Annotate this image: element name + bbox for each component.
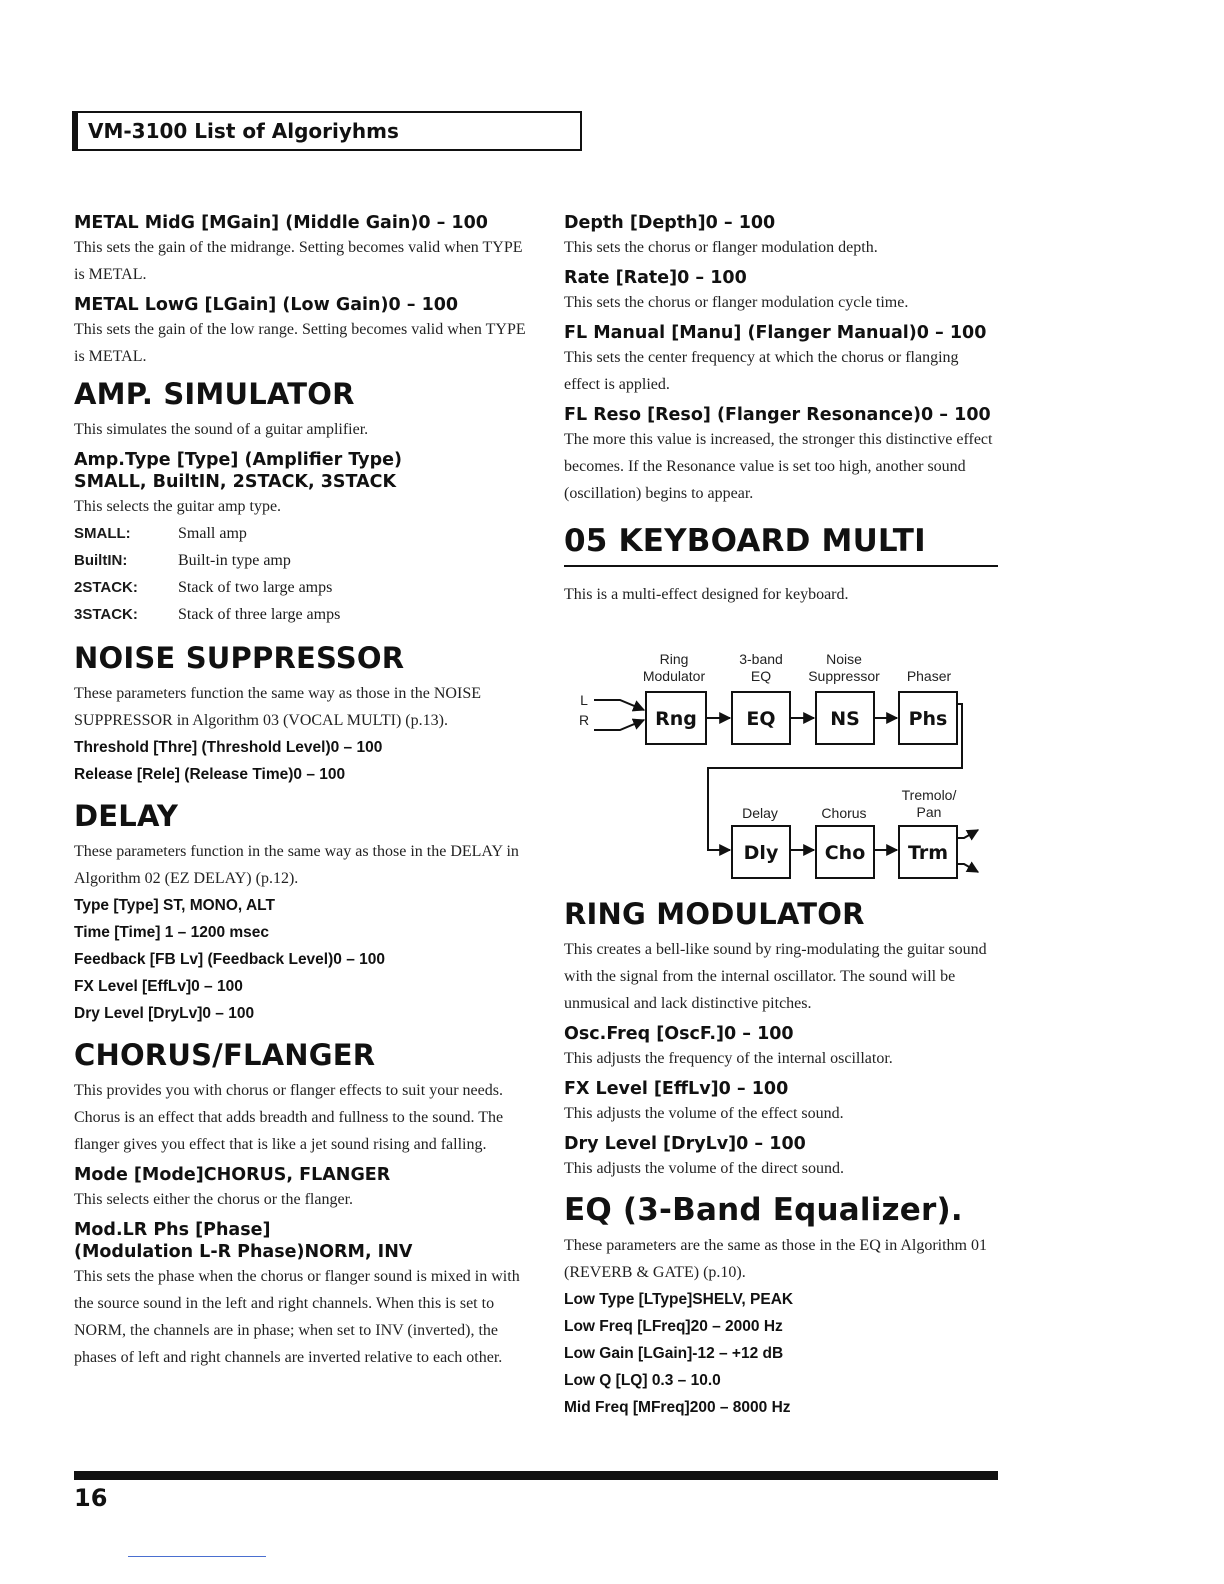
amp-type-value: Stack of three large amps <box>178 606 341 623</box>
amp-type-value: Stack of two large amps <box>178 579 333 596</box>
param-row: Low Type [LType]SHELV, PEAK <box>564 1291 794 1308</box>
param-row: Low Gain [LGain]-12 – +12 dB <box>564 1345 784 1362</box>
param-title: (Modulation L-R Phase)NORM, INV <box>74 1242 413 1262</box>
section-heading-ring-modulator: RING MODULATOR <box>564 897 865 931</box>
diagram-label: Phaser <box>906 668 952 684</box>
diagram-label: Pan <box>916 804 942 820</box>
section-description: This creates a bell-like sound by ring-modulating the guitar sound with the signal from the internal oscillator. The sound will be unmusical and lack distinctive pitches. <box>564 941 987 1012</box>
amp-type-value: Small amp <box>178 525 247 542</box>
section-heading-keyboard-multi: 05 KEYBOARD MULTI <box>564 523 998 567</box>
diagram-label: Noise <box>826 651 862 667</box>
param-description: This selects either the chorus or the flanger. <box>74 1191 354 1208</box>
diagram-label: EQ <box>750 668 772 684</box>
param-title: METAL MidG [MGain] (Middle Gain)0 – 100 <box>74 213 488 233</box>
param-description: This adjusts the volume of the direct sound. <box>564 1160 844 1177</box>
amp-type-key: 3STACK: <box>74 606 138 623</box>
section-heading-eq: EQ (3-Band Equalizer). <box>564 1192 963 1228</box>
param-description: This sets the phase when the chorus or flanger sound is mixed in with the source sound in the left and right channels. When this is set to NORM, the channels are in phase; when set to INV (inverted), the phases of left and right channels are inverted relative to each other. <box>74 1268 520 1366</box>
effect-block-label: Phs <box>908 708 948 730</box>
section-description: These parameters are the same as those in the EQ in Algorithm 01 (REVERB & GATE) (p.10). <box>564 1237 987 1281</box>
effect-block-label: Dly <box>743 842 779 864</box>
param-description: This adjusts the frequency of the internal oscillator. <box>564 1050 893 1067</box>
effect-block-label: Trm <box>907 842 949 864</box>
param-title: Mode [Mode]CHORUS, FLANGER <box>74 1165 391 1185</box>
param-row: Feedback [FB Lv] (Feedback Level)0 – 100 <box>74 951 385 968</box>
diagram-label: Ring <box>659 651 689 667</box>
input-label-r: R <box>578 712 590 728</box>
param-row: Threshold [Thre] (Threshold Level)0 – 100 <box>74 739 383 756</box>
param-title: FX Level [EffLv]0 – 100 <box>564 1079 789 1099</box>
section-heading-amp: AMP. SIMULATOR <box>74 377 355 411</box>
param-description: This sets the gain of the midrange. Setting becomes valid when TYPE is METAL. <box>74 239 523 283</box>
param-title: Depth [Depth]0 – 100 <box>564 213 776 233</box>
section-description: These parameters function in the same way as those in the DELAY in Algorithm 02 (EZ DELAY) (p.12). <box>74 843 519 887</box>
section-description: This is a multi-effect designed for keyboard. <box>564 586 849 603</box>
param-description: This sets the chorus or flanger modulation depth. <box>564 239 878 256</box>
right-column <box>564 212 998 1421</box>
section-description: These parameters function the same way as those in the NOISE SUPPRESSOR in Algorithm 03 (VOCAL MULTI) (p.13). <box>74 685 481 729</box>
section-header: VM-3100 List of Algoriyhms <box>72 111 582 151</box>
param-description: This sets the center frequency at which the chorus or flanging effect is applied. <box>564 349 959 393</box>
param-title: FL Manual [Manu] (Flanger Manual)0 – 100 <box>564 323 987 343</box>
section-heading-delay: DELAY <box>74 799 179 833</box>
effect-block-label: NS <box>830 708 860 730</box>
diagram-label: 3-band <box>739 651 783 667</box>
param-title: Dry Level [DryLv]0 – 100 <box>564 1134 806 1154</box>
param-title: Mod.LR Phs [Phase] <box>74 1220 271 1240</box>
param-row: Low Q [LQ] 0.3 – 10.0 <box>564 1372 721 1389</box>
amp-type-value: Built-in type amp <box>178 552 291 569</box>
param-row: Dry Level [DryLv]0 – 100 <box>74 1005 255 1022</box>
footer-rule <box>74 1471 998 1480</box>
param-title: METAL LowG [LGain] (Low Gain)0 – 100 <box>74 295 459 315</box>
input-label-l: L <box>580 692 588 708</box>
section-description: This simulates the sound of a guitar amplifier. <box>74 421 369 438</box>
diagram-label: Suppressor <box>808 668 880 684</box>
param-description: This selects the guitar amp type. <box>74 498 282 515</box>
param-title: SMALL, BuiltIN, 2STACK, 3STACK <box>74 472 397 492</box>
param-description: This sets the chorus or flanger modulation cycle time. <box>564 294 909 311</box>
section-description: This provides you with chorus or flanger effects to suit your needs. Chorus is an effect that adds breadth and fullness to the sound. The flanger gives you effect that is like a jet sound rising and falling. <box>74 1082 504 1153</box>
param-title: Amp.Type [Type] (Amplifier Type) <box>74 450 402 470</box>
param-row: FX Level [EffLv]0 – 100 <box>74 978 243 995</box>
section-heading-noise-suppressor: NOISE SUPPRESSOR <box>74 641 405 675</box>
diagram-label: Delay <box>742 805 778 821</box>
diagram-label: Chorus <box>821 805 867 821</box>
effect-block-label: Rng <box>655 708 697 730</box>
effect-block-label: EQ <box>746 708 776 730</box>
param-title: FL Reso [Reso] (Flanger Resonance)0 – 100 <box>564 405 991 425</box>
param-row: Low Freq [LFreq]20 – 2000 Hz <box>564 1318 783 1335</box>
left-column <box>74 212 536 1377</box>
param-description: This adjusts the volume of the effect sound. <box>564 1105 844 1122</box>
param-description: The more this value is increased, the stronger this distinctive effect becomes. If the Resonance value is set too high, another sound (oscillation) begins to appear. <box>564 431 993 502</box>
effect-block-label: Cho <box>824 842 866 864</box>
signal-flow-svg <box>564 638 984 888</box>
amp-type-key: BuiltIN: <box>74 552 128 569</box>
section-heading-chorus-flanger: CHORUS/FLANGER <box>74 1038 376 1072</box>
param-row: Time [Time] 1 – 1200 msec <box>74 924 270 941</box>
amp-type-table <box>74 520 536 628</box>
param-title: Rate [Rate]0 – 100 <box>564 268 747 288</box>
signal-flow-diagram <box>564 638 984 888</box>
param-title: Osc.Freq [OscF.]0 – 100 <box>564 1024 794 1044</box>
page-number: 16 <box>74 1484 108 1512</box>
diagram-label: Modulator <box>642 668 706 684</box>
footer-line <box>128 1556 266 1557</box>
param-row: Type [Type] ST, MONO, ALT <box>74 897 275 914</box>
param-row: Mid Freq [MFreq]200 – 8000 Hz <box>564 1399 791 1416</box>
diagram-label: Tremolo/ <box>901 787 957 803</box>
param-row: Release [Rele] (Release Time)0 – 100 <box>74 766 346 783</box>
amp-type-key: SMALL: <box>74 525 131 542</box>
param-description: This sets the gain of the low range. Setting becomes valid when TYPE is METAL. <box>74 321 526 365</box>
amp-type-key: 2STACK: <box>74 579 138 596</box>
